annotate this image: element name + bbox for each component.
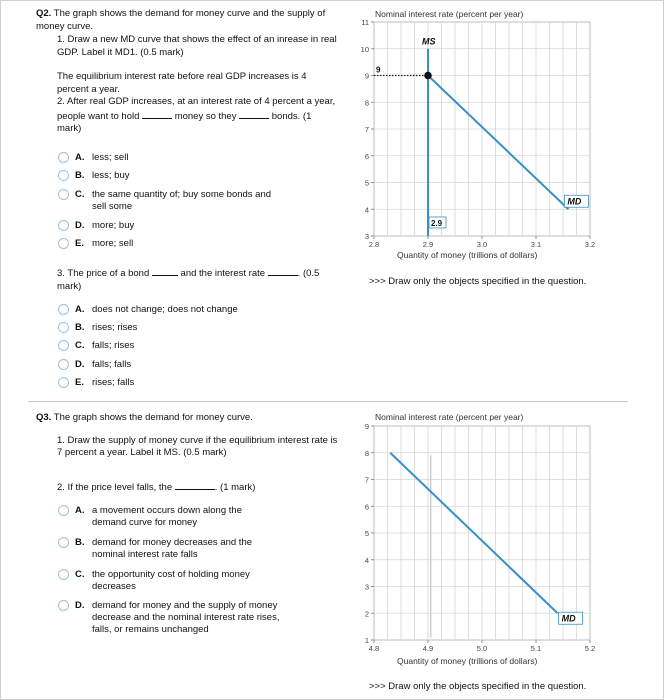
q2-chart-title: Nominal interest rate (percent per year) [375,9,524,19]
q2-part3-option-c[interactable] [58,340,282,352]
q2-part3-option-c-radio[interactable] [58,340,69,351]
q2-intro: The graph shows the demand for money curve and the supply of money curve. [36,8,326,32]
q3-chart-y-tick-label: 2 [364,609,369,619]
q3-question [36,412,338,494]
q2-part3-option-e-text: rises; falls [92,377,135,388]
q2-equilibrium-note: The equilibrium interest rate before real GDP increases is 4 percent a year. [57,71,307,95]
q2-part3-option-a[interactable] [58,304,282,316]
q2-chart-y-tick-label: 10 [360,44,369,54]
q2-part3-option-d-text: falls; falls [92,359,132,370]
q2-part2-text-c: bonds. (1 mark) [57,110,312,134]
q3-option-d[interactable] [58,600,292,636]
q3-option-c-text: the opportunity cost of holding money decreases [92,569,250,592]
q2-chart-y-tick-label: 7 [364,125,369,134]
q2-option-a-radio[interactable] [58,152,69,163]
q2-part3-option-d-letter: D. [75,359,85,370]
q3-chart-y-tick-label: 3 [364,582,369,592]
q2-part3-option-c-letter: C. [75,340,85,351]
q3-part2-blank [175,480,215,490]
q2-chart-x-tick-label: 3.1 [530,240,542,249]
q3-number: Q3. [36,412,52,423]
q3-option-b-radio[interactable] [58,537,69,548]
q2-part3-option-e-letter: E. [75,377,84,388]
q2-part3-option-d-radio[interactable] [58,359,69,370]
q2-option-a-text: less; sell [92,152,129,163]
q3-option-b-text: demand for money decreases and the nominal interest rate falls [92,537,253,560]
q2-part2-blank-2 [239,109,269,119]
q2-draw-note: >>> Draw only the objects specified in the question. [369,276,587,287]
q3-chart-title: Nominal interest rate (percent per year) [375,412,524,422]
q2-part3-option-b-radio[interactable] [58,322,69,333]
q3-option-b-letter: B. [75,537,85,548]
q2-part3-option-a-letter: A. [75,304,85,315]
q3-chart-x-tick-label: 5.0 [476,644,488,653]
q3-chart-y-tick-label: 6 [364,502,369,512]
q3-intro: The graph shows the demand for money curve. [53,412,253,423]
ms-label: MS [422,36,436,47]
q2-part3-option-b-letter: B. [75,322,85,333]
equilibrium-rate-label: 9 [376,65,381,75]
q2-option-a-letter: A. [75,152,85,163]
q2-part3-option-b[interactable] [58,322,282,334]
q3-draw-note: >>> Draw only the objects specified in the question. [369,681,587,692]
q2-chart-x-tick-label: 2.8 [368,240,380,249]
q2-option-c[interactable] [58,189,272,213]
q2-chart[interactable] [350,14,600,254]
q2-part3 [57,266,342,293]
q2-part3-text-a: 3. The price of a bond [57,268,150,279]
q2-option-c-text: the same quantity of; buy some bonds and sell some [92,189,272,212]
q3-part2-text-a: 2. If the price level falls, the [57,481,173,493]
q3-chart[interactable] [350,418,600,658]
q2-chart-y-tick-label: 3 [364,232,369,241]
q3-chart-x-tick-label: 5.2 [584,644,596,653]
section-divider [28,401,628,402]
q2-part3-option-c-text: falls; rises [92,340,135,351]
q2-option-e-letter: E. [75,238,84,249]
q3-option-c[interactable] [58,569,277,593]
q2-part3-text-b: and the interest rate [180,268,266,279]
q2-part3-option-e-radio[interactable] [58,377,69,388]
q2-part3-option-e[interactable] [58,377,282,389]
q2-option-c-radio[interactable] [58,189,69,200]
q2-part3-text-c: . (0.5 mark) [57,268,320,292]
q2-x-axis-label: Quantity of money (trillions of dollars) [397,250,538,260]
equilibrium-point [424,72,432,80]
q3-part2 [57,480,338,495]
q2-question [36,8,338,136]
equilibrium-quantity-label: 2.9 [431,218,443,228]
q2-part3-option-d[interactable] [58,359,282,371]
q3-option-a-text: a movement occurs down along the demand curve for money [92,505,242,528]
q3-chart-y-tick-label: 1 [364,636,369,645]
q3-option-a-letter: A. [75,505,85,516]
q2-chart-x-tick-label: 3.2 [584,240,596,249]
q2-part3-blank-1 [152,266,178,276]
q2-part3-option-a-radio[interactable] [58,304,69,315]
q3-chart-y-tick-label: 7 [364,475,369,485]
q2-option-d[interactable] [58,220,282,232]
q2-chart-y-tick-label: 8 [364,98,369,108]
q3-part2-text-b: . (1 mark) [214,481,256,493]
q3-x-axis-label: Quantity of money (trillions of dollars) [397,656,538,666]
q2-chart-y-tick-label: 11 [361,18,369,27]
md-label: MD [567,196,582,207]
q2-part2 [57,96,338,136]
q3-chart-x-tick-label: 4.8 [368,644,380,653]
q2-chart-y-tick-label: 9 [364,71,369,81]
q3-option-c-radio[interactable] [58,569,69,580]
q2-option-e[interactable] [58,238,282,250]
q2-chart-y-tick-label: 4 [364,205,369,215]
md-label: MD [561,613,576,624]
q2-option-c-letter: C. [75,189,85,200]
q3-option-a-radio[interactable] [58,505,69,516]
q3-chart-y-tick-label: 9 [364,422,369,431]
q2-option-b[interactable] [58,170,282,182]
q3-chart-y-tick-label: 4 [364,555,369,565]
q3-chart-y-tick-label: 5 [364,529,369,538]
q2-chart-x-tick-label: 3.0 [476,240,488,249]
q2-option-d-radio[interactable] [58,220,69,231]
q2-chart-y-tick-label: 6 [364,151,369,161]
q2-option-b-text: less; buy [92,170,130,181]
q2-part2-text-b: money so they [174,110,237,122]
q3-part1: 1. Draw the supply of money curve if the equilibrium interest rate is 7 percent a year. Label it MS. (0.5 mark) [57,434,338,458]
q3-option-b[interactable] [58,537,282,561]
q3-option-d-text: demand for money and the supply of money decrease and the nominal interest rate rises, falls, or remains unchanged [92,600,280,635]
q2-part2-blank-1 [142,109,172,119]
q2-option-e-text: more; sell [92,238,134,249]
q2-part1: 1. Draw a new MD curve that shows the effect of an inrease in real GDP. Label it MD1. (0.5 mark) [57,34,337,58]
q2-option-d-text: more; buy [92,220,135,231]
q2-number: Q2. [36,8,52,19]
q2-part3-option-b-text: rises; rises [92,322,138,333]
q2-option-d-letter: D. [75,220,85,231]
q2-option-e-radio[interactable] [58,238,69,249]
q2-part2-text-a: 2. After real GDP increases, at an interest rate of 4 percent a year, people want to hold [57,96,336,122]
q3-chart-x-tick-label: 4.9 [422,644,434,653]
q3-chart-x-tick-label: 5.1 [530,644,542,653]
q3-option-d-letter: D. [75,600,85,611]
q3-chart-y-tick-label: 8 [364,448,369,458]
q2-option-b-radio[interactable] [58,170,69,181]
q2-part3-blank-2 [268,266,298,276]
q3-option-c-letter: C. [75,569,85,580]
q2-option-a[interactable] [58,152,282,164]
q2-part3-option-a-text: does not change; does not change [92,304,238,315]
q3-option-a[interactable] [58,505,267,529]
q3-option-d-radio[interactable] [58,600,69,611]
q2-option-b-letter: B. [75,170,85,181]
q2-chart-x-tick-label: 2.9 [422,240,434,249]
q2-chart-y-tick-label: 5 [364,178,369,188]
